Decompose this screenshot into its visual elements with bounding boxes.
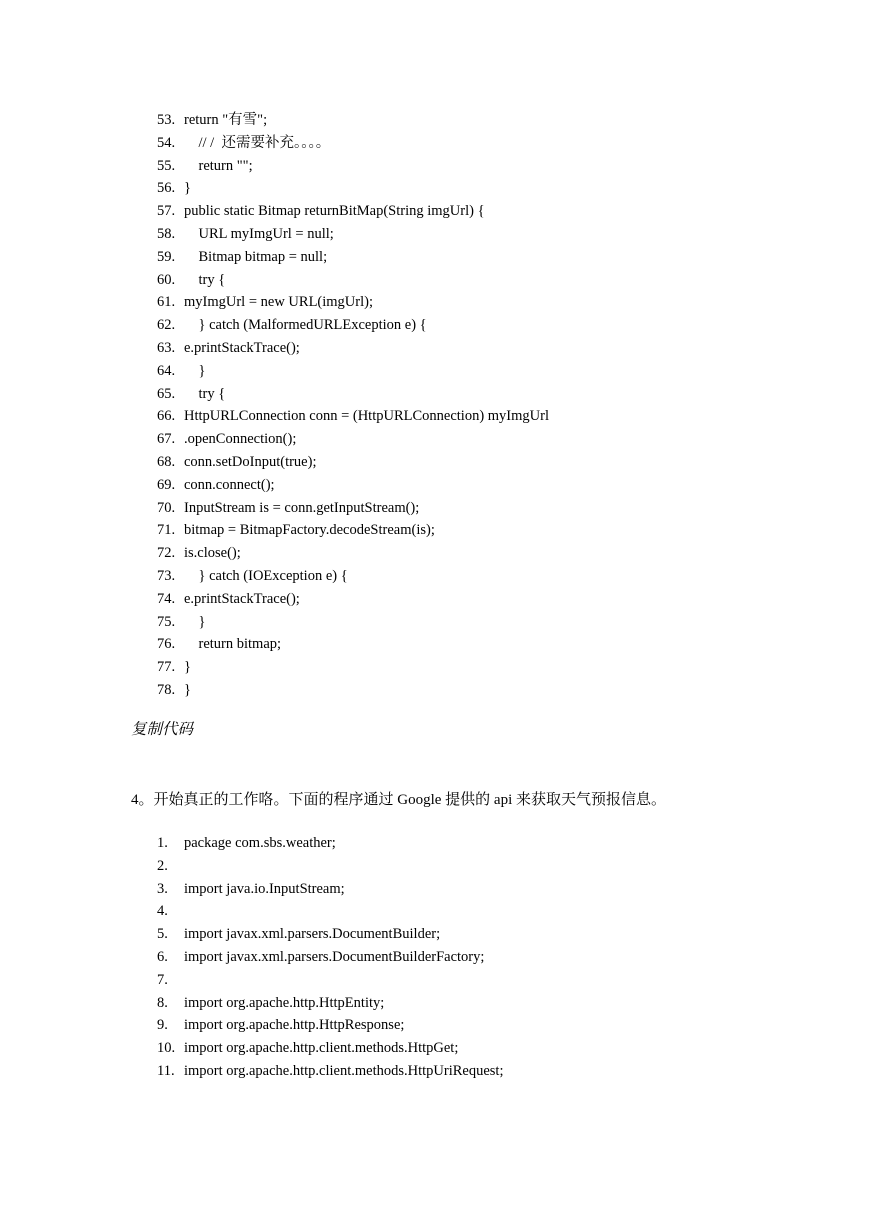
code-text: package com.sbs.weather;	[184, 835, 336, 851]
code-text: } catch (IOException e) {	[184, 567, 348, 584]
code-text: return bitmap;	[184, 636, 282, 653]
line-number: 55.	[157, 157, 176, 174]
line-number: 73.	[157, 567, 176, 584]
code-text: }	[184, 362, 206, 379]
code-line	[157, 451, 549, 474]
code-text: InputStream is = conn.getInputStream();	[184, 499, 420, 516]
line-number: 56.	[157, 180, 176, 197]
code-line	[157, 565, 549, 588]
code-block-weather-imports	[157, 832, 503, 1083]
line-number: 76.	[157, 636, 176, 653]
line-number: 69.	[157, 476, 176, 493]
line-number: 2.	[157, 857, 168, 874]
code-line	[157, 588, 549, 611]
line-number: 5.	[157, 926, 168, 943]
line-number: 70.	[157, 499, 176, 516]
code-line	[157, 337, 549, 360]
line-number: 75.	[157, 613, 176, 630]
code-line	[157, 969, 503, 992]
line-number: 71.	[157, 522, 176, 539]
code-text: try {	[184, 271, 226, 288]
code-text: }	[184, 681, 191, 698]
line-number: 59.	[157, 248, 176, 265]
copy-code-link[interactable]: 复制代码	[131, 721, 194, 738]
code-line	[157, 155, 549, 178]
code-line	[157, 1060, 503, 1083]
code-line	[157, 132, 549, 155]
code-text: // / 还需要补充。。。。	[184, 134, 331, 151]
code-line	[157, 405, 549, 428]
code-text: URL myImgUrl = null;	[184, 225, 334, 242]
code-line	[157, 519, 549, 542]
line-number: 65.	[157, 385, 176, 402]
code-text: import org.apache.http.client.methods.HttpGet;	[184, 1040, 459, 1057]
code-text: try {	[184, 385, 226, 402]
code-line	[157, 223, 549, 246]
code-text: import org.apache.http.client.methods.HttpUriRequest;	[184, 1062, 504, 1079]
line-number: 61.	[157, 294, 176, 311]
code-line	[157, 878, 503, 901]
line-number: 72.	[157, 545, 176, 562]
line-number: 57.	[157, 203, 176, 220]
line-number: 3.	[157, 880, 168, 897]
code-text: HttpURLConnection conn = (HttpURLConnection) myImgUrl	[184, 408, 549, 425]
code-text: import java.io.InputStream;	[184, 880, 345, 897]
code-line	[157, 109, 549, 132]
code-line	[157, 855, 503, 878]
code-line	[157, 383, 549, 406]
code-text: } catch (MalformedURLException e) {	[184, 317, 427, 334]
code-text: e.printStackTrace();	[184, 339, 300, 356]
code-line	[157, 633, 549, 656]
line-number: 60.	[157, 271, 176, 288]
line-number: 53.	[157, 112, 176, 128]
code-line	[157, 923, 503, 946]
line-number: 66.	[157, 408, 176, 425]
code-line	[157, 360, 549, 383]
code-text: Bitmap bitmap = null;	[184, 248, 328, 265]
code-line	[157, 291, 549, 314]
intro-paragraph: 4。开始真正的工作咯。下面的程序通过 Google 提供的 api 来获取天气预报信息。	[131, 792, 666, 808]
code-line	[157, 611, 549, 634]
code-line	[157, 900, 503, 923]
line-number: 54.	[157, 134, 176, 151]
line-number: 8.	[157, 994, 168, 1011]
code-line	[157, 946, 503, 969]
line-number: 10.	[157, 1040, 176, 1057]
code-text: import javax.xml.parsers.DocumentBuilder;	[184, 926, 441, 943]
line-number: 9.	[157, 1017, 168, 1034]
code-line	[157, 542, 549, 565]
code-line	[157, 428, 549, 451]
line-number: 58.	[157, 225, 176, 242]
code-text: import org.apache.http.HttpResponse;	[184, 1017, 405, 1034]
code-line	[157, 656, 549, 679]
line-number: 74.	[157, 590, 176, 607]
code-text: e.printStackTrace();	[184, 590, 300, 607]
code-text: conn.setDoInput(true);	[184, 453, 317, 470]
line-number: 64.	[157, 362, 176, 379]
code-text: is.close();	[184, 545, 241, 562]
code-line	[157, 992, 503, 1015]
line-number: 1.	[157, 835, 168, 851]
code-line	[157, 832, 503, 855]
code-text: }	[184, 659, 191, 676]
code-line	[157, 177, 549, 200]
code-line	[157, 679, 549, 702]
code-text: import javax.xml.parsers.DocumentBuilderFactory;	[184, 948, 485, 965]
code-text: return "有雪";	[184, 112, 268, 128]
code-text: return "";	[184, 157, 253, 174]
line-number: 6.	[157, 948, 168, 965]
line-number: 78.	[157, 681, 176, 698]
code-line	[157, 474, 549, 497]
code-text: }	[184, 180, 191, 197]
line-number: 77.	[157, 659, 176, 676]
line-number: 68.	[157, 453, 176, 470]
line-number: 4.	[157, 903, 168, 920]
code-text: myImgUrl = new URL(imgUrl);	[184, 294, 373, 311]
line-number: 7.	[157, 971, 168, 988]
code-line	[157, 497, 549, 520]
code-text: public static Bitmap returnBitMap(String imgUrl) {	[184, 203, 485, 220]
line-number: 67.	[157, 431, 176, 448]
code-text: }	[184, 613, 206, 630]
code-line	[157, 1037, 503, 1060]
code-line	[157, 269, 549, 292]
code-text: .openConnection();	[184, 431, 297, 448]
code-line	[157, 1014, 503, 1037]
code-line	[157, 246, 549, 269]
code-text: conn.connect();	[184, 476, 275, 493]
line-number: 63.	[157, 339, 176, 356]
code-line	[157, 314, 549, 337]
code-text: bitmap = BitmapFactory.decodeStream(is);	[184, 522, 435, 539]
code-line	[157, 200, 549, 223]
code-block-bitmap	[157, 109, 549, 702]
line-number: 62.	[157, 317, 176, 334]
line-number: 11.	[157, 1062, 175, 1079]
code-text: import org.apache.http.HttpEntity;	[184, 994, 385, 1011]
